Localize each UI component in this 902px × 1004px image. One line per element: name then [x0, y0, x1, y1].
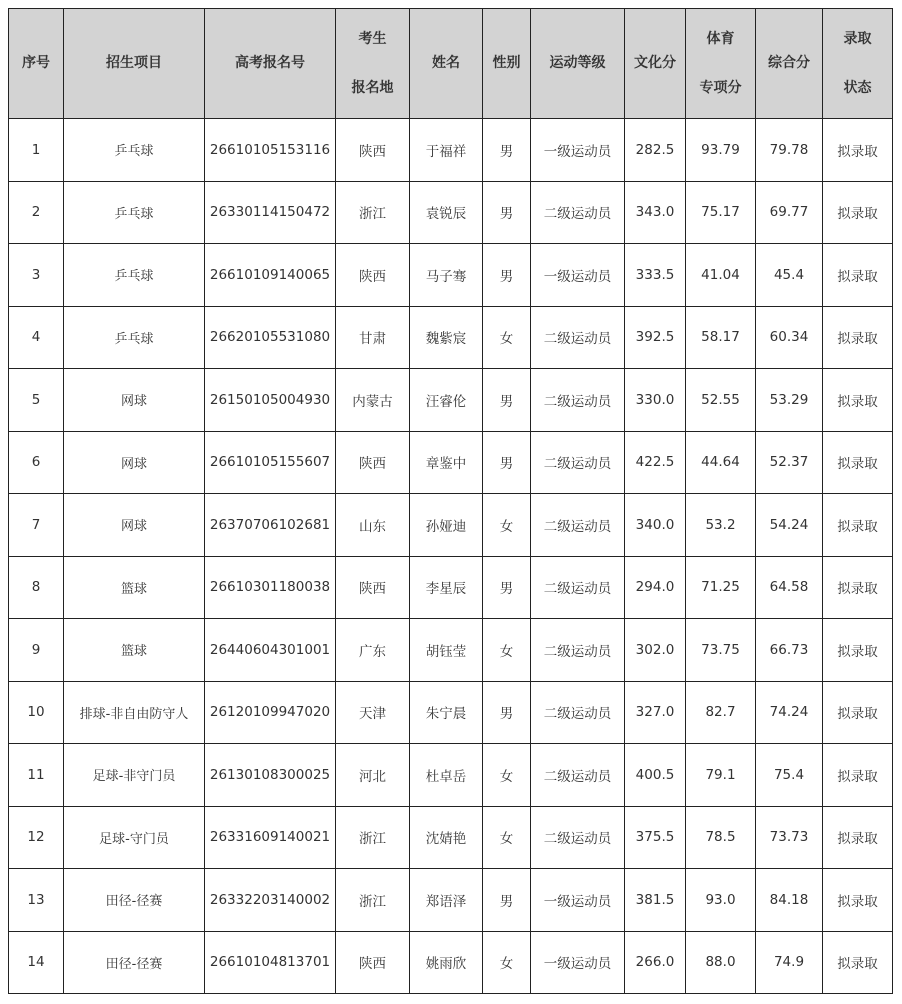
header-status — [823, 9, 893, 119]
header-label-line1: 体育 — [706, 30, 735, 47]
cell-region: 浙江 — [336, 869, 410, 932]
admission-list — [8, 8, 892, 994]
cell-total-score: 84.18 — [756, 869, 823, 932]
cell-region: 浙江 — [336, 181, 410, 244]
cell-total-score: 54.24 — [756, 494, 823, 557]
table-row — [9, 806, 893, 869]
cell-exam-number: 26330114150472 — [205, 181, 336, 244]
cell-project: 足球-非守门员 — [64, 744, 205, 807]
cell-status: 拟录取 — [823, 244, 893, 307]
cell-sport-level: 一级运动员 — [531, 931, 625, 994]
header-row — [9, 9, 893, 119]
cell-project: 网球 — [64, 369, 205, 432]
cell-total-score: 75.4 — [756, 744, 823, 807]
table-row — [9, 681, 893, 744]
cell-region: 陕西 — [336, 431, 410, 494]
cell-exam-number: 26331609140021 — [205, 806, 336, 869]
cell-status: 拟录取 — [823, 931, 893, 994]
cell-index: 5 — [9, 369, 64, 432]
cell-status: 拟录取 — [823, 306, 893, 369]
cell-culture-score: 330.0 — [625, 369, 686, 432]
cell-sport-level: 二级运动员 — [531, 619, 625, 682]
cell-name: 李星辰 — [410, 556, 483, 619]
cell-name: 沈婧艳 — [410, 806, 483, 869]
cell-status: 拟录取 — [823, 869, 893, 932]
cell-sport-level: 二级运动员 — [531, 181, 625, 244]
cell-region: 浙江 — [336, 806, 410, 869]
header-label-line1: 考生 — [358, 30, 387, 47]
cell-gender: 男 — [483, 556, 531, 619]
cell-sport-score: 41.04 — [686, 244, 756, 307]
cell-project: 乒乓球 — [64, 119, 205, 182]
header-sport-score — [686, 9, 756, 119]
header-culture-score — [625, 9, 686, 119]
cell-total-score: 74.24 — [756, 681, 823, 744]
cell-sport-score: 58.17 — [686, 306, 756, 369]
cell-status: 拟录取 — [823, 619, 893, 682]
header-label-line1: 文化分 — [634, 55, 676, 71]
cell-sport-score: 73.75 — [686, 619, 756, 682]
cell-exam-number: 26120109947020 — [205, 681, 336, 744]
cell-gender: 男 — [483, 431, 531, 494]
cell-sport-score: 44.64 — [686, 431, 756, 494]
cell-sport-level: 二级运动员 — [531, 681, 625, 744]
cell-sport-level: 二级运动员 — [531, 494, 625, 557]
cell-project: 篮球 — [64, 619, 205, 682]
cell-status: 拟录取 — [823, 119, 893, 182]
cell-region: 陕西 — [336, 556, 410, 619]
header-label-line2: 状态 — [843, 79, 872, 96]
table-row — [9, 369, 893, 432]
cell-sport-level: 二级运动员 — [531, 431, 625, 494]
cell-index: 4 — [9, 306, 64, 369]
cell-index: 7 — [9, 494, 64, 557]
cell-total-score: 45.4 — [756, 244, 823, 307]
cell-region: 内蒙古 — [336, 369, 410, 432]
cell-sport-score: 79.1 — [686, 744, 756, 807]
cell-gender: 女 — [483, 806, 531, 869]
header-region — [336, 9, 410, 119]
header-total-score — [756, 9, 823, 119]
admission-table — [8, 8, 893, 994]
table-row — [9, 306, 893, 369]
cell-project: 网球 — [64, 494, 205, 557]
table-row — [9, 931, 893, 994]
cell-sport-score: 53.2 — [686, 494, 756, 557]
cell-name: 汪睿伦 — [410, 369, 483, 432]
cell-project: 篮球 — [64, 556, 205, 619]
cell-exam-number: 26610109140065 — [205, 244, 336, 307]
cell-gender: 女 — [483, 619, 531, 682]
cell-total-score: 60.34 — [756, 306, 823, 369]
cell-sport-level: 一级运动员 — [531, 244, 625, 307]
header-name — [410, 9, 483, 119]
table-row — [9, 181, 893, 244]
header-index — [9, 9, 64, 119]
header-label-line1: 综合分 — [768, 55, 810, 71]
cell-gender: 男 — [483, 681, 531, 744]
cell-gender: 女 — [483, 494, 531, 557]
cell-name: 章鉴中 — [410, 431, 483, 494]
cell-total-score: 69.77 — [756, 181, 823, 244]
cell-sport-score: 52.55 — [686, 369, 756, 432]
cell-culture-score: 422.5 — [625, 431, 686, 494]
header-sport-level — [531, 9, 625, 119]
cell-gender: 男 — [483, 244, 531, 307]
cell-total-score: 52.37 — [756, 431, 823, 494]
cell-project: 田径-径赛 — [64, 931, 205, 994]
header-gender — [483, 9, 531, 119]
cell-culture-score: 302.0 — [625, 619, 686, 682]
table-row — [9, 556, 893, 619]
cell-culture-score: 392.5 — [625, 306, 686, 369]
cell-index: 14 — [9, 931, 64, 994]
cell-exam-number: 26332203140002 — [205, 869, 336, 932]
cell-sport-score: 88.0 — [686, 931, 756, 994]
cell-culture-score: 400.5 — [625, 744, 686, 807]
header-label-line1: 运动等级 — [549, 55, 606, 71]
cell-status: 拟录取 — [823, 744, 893, 807]
table-row — [9, 619, 893, 682]
cell-total-score: 79.78 — [756, 119, 823, 182]
cell-status: 拟录取 — [823, 181, 893, 244]
cell-exam-number: 26440604301001 — [205, 619, 336, 682]
table-row — [9, 744, 893, 807]
cell-gender: 男 — [483, 869, 531, 932]
table-row — [9, 494, 893, 557]
cell-sport-score: 78.5 — [686, 806, 756, 869]
cell-culture-score: 266.0 — [625, 931, 686, 994]
cell-region: 陕西 — [336, 931, 410, 994]
cell-exam-number: 26150105004930 — [205, 369, 336, 432]
header-project — [64, 9, 205, 119]
cell-culture-score: 294.0 — [625, 556, 686, 619]
cell-project: 乒乓球 — [64, 244, 205, 307]
cell-gender: 男 — [483, 119, 531, 182]
cell-region: 陕西 — [336, 119, 410, 182]
cell-region: 河北 — [336, 744, 410, 807]
cell-exam-number: 26130108300025 — [205, 744, 336, 807]
cell-index: 13 — [9, 869, 64, 932]
cell-sport-score: 71.25 — [686, 556, 756, 619]
cell-sport-score: 93.0 — [686, 869, 756, 932]
cell-name: 朱宁晨 — [410, 681, 483, 744]
cell-exam-number: 26610104813701 — [205, 931, 336, 994]
table-row — [9, 244, 893, 307]
cell-total-score: 73.73 — [756, 806, 823, 869]
cell-sport-level: 二级运动员 — [531, 369, 625, 432]
cell-name: 魏紫宸 — [410, 306, 483, 369]
cell-project: 足球-守门员 — [64, 806, 205, 869]
cell-sport-level: 二级运动员 — [531, 744, 625, 807]
header-label-line2: 专项分 — [699, 79, 742, 96]
cell-culture-score: 343.0 — [625, 181, 686, 244]
cell-total-score: 53.29 — [756, 369, 823, 432]
table-row — [9, 119, 893, 182]
cell-status: 拟录取 — [823, 556, 893, 619]
header-label-line1: 招生项目 — [106, 55, 162, 71]
cell-sport-level: 一级运动员 — [531, 119, 625, 182]
cell-status: 拟录取 — [823, 431, 893, 494]
cell-name: 姚雨欣 — [410, 931, 483, 994]
cell-name: 郑语泽 — [410, 869, 483, 932]
cell-sport-level: 二级运动员 — [531, 306, 625, 369]
cell-index: 10 — [9, 681, 64, 744]
cell-index: 6 — [9, 431, 64, 494]
cell-index: 1 — [9, 119, 64, 182]
cell-index: 9 — [9, 619, 64, 682]
header-label-line1: 高考报名号 — [235, 55, 305, 71]
cell-project: 乒乓球 — [64, 181, 205, 244]
header-label-line2: 报名地 — [351, 79, 394, 96]
cell-gender: 男 — [483, 369, 531, 432]
cell-total-score: 74.9 — [756, 931, 823, 994]
cell-culture-score: 381.5 — [625, 869, 686, 932]
cell-exam-number: 26370706102681 — [205, 494, 336, 557]
cell-sport-score: 75.17 — [686, 181, 756, 244]
cell-region: 陕西 — [336, 244, 410, 307]
cell-culture-score: 327.0 — [625, 681, 686, 744]
cell-culture-score: 340.0 — [625, 494, 686, 557]
cell-sport-score: 82.7 — [686, 681, 756, 744]
cell-sport-level: 二级运动员 — [531, 806, 625, 869]
table-header — [9, 9, 893, 119]
cell-status: 拟录取 — [823, 806, 893, 869]
cell-name: 孙娅迪 — [410, 494, 483, 557]
header-label-line1: 录取 — [843, 30, 872, 47]
cell-exam-number: 26620105531080 — [205, 306, 336, 369]
cell-sport-level: 一级运动员 — [531, 869, 625, 932]
cell-status: 拟录取 — [823, 681, 893, 744]
cell-exam-number: 26610105155607 — [205, 431, 336, 494]
cell-name: 胡钰莹 — [410, 619, 483, 682]
header-label-line1: 性别 — [492, 55, 521, 71]
cell-project: 乒乓球 — [64, 306, 205, 369]
cell-index: 8 — [9, 556, 64, 619]
cell-index: 11 — [9, 744, 64, 807]
table-body — [9, 119, 893, 994]
cell-region: 甘肃 — [336, 306, 410, 369]
cell-gender: 女 — [483, 931, 531, 994]
table-row — [9, 431, 893, 494]
cell-exam-number: 26610105153116 — [205, 119, 336, 182]
cell-region: 山东 — [336, 494, 410, 557]
cell-index: 2 — [9, 181, 64, 244]
cell-culture-score: 333.5 — [625, 244, 686, 307]
cell-project: 田径-径赛 — [64, 869, 205, 932]
cell-gender: 女 — [483, 306, 531, 369]
table-row — [9, 869, 893, 932]
cell-total-score: 66.73 — [756, 619, 823, 682]
cell-name: 于福祥 — [410, 119, 483, 182]
cell-sport-level: 二级运动员 — [531, 556, 625, 619]
cell-project: 排球-非自由防守人 — [64, 681, 205, 744]
cell-gender: 女 — [483, 744, 531, 807]
cell-project: 网球 — [64, 431, 205, 494]
cell-sport-score: 93.79 — [686, 119, 756, 182]
cell-name: 袁锐辰 — [410, 181, 483, 244]
cell-culture-score: 375.5 — [625, 806, 686, 869]
cell-status: 拟录取 — [823, 369, 893, 432]
header-label-line1: 序号 — [22, 55, 50, 71]
cell-total-score: 64.58 — [756, 556, 823, 619]
cell-gender: 男 — [483, 181, 531, 244]
cell-exam-number: 26610301180038 — [205, 556, 336, 619]
cell-index: 3 — [9, 244, 64, 307]
header-exam-number — [205, 9, 336, 119]
header-label-line1: 姓名 — [432, 55, 460, 71]
cell-region: 广东 — [336, 619, 410, 682]
cell-index: 12 — [9, 806, 64, 869]
cell-name: 马子骞 — [410, 244, 483, 307]
cell-region: 天津 — [336, 681, 410, 744]
cell-culture-score: 282.5 — [625, 119, 686, 182]
cell-name: 杜卓岳 — [410, 744, 483, 807]
cell-status: 拟录取 — [823, 494, 893, 557]
